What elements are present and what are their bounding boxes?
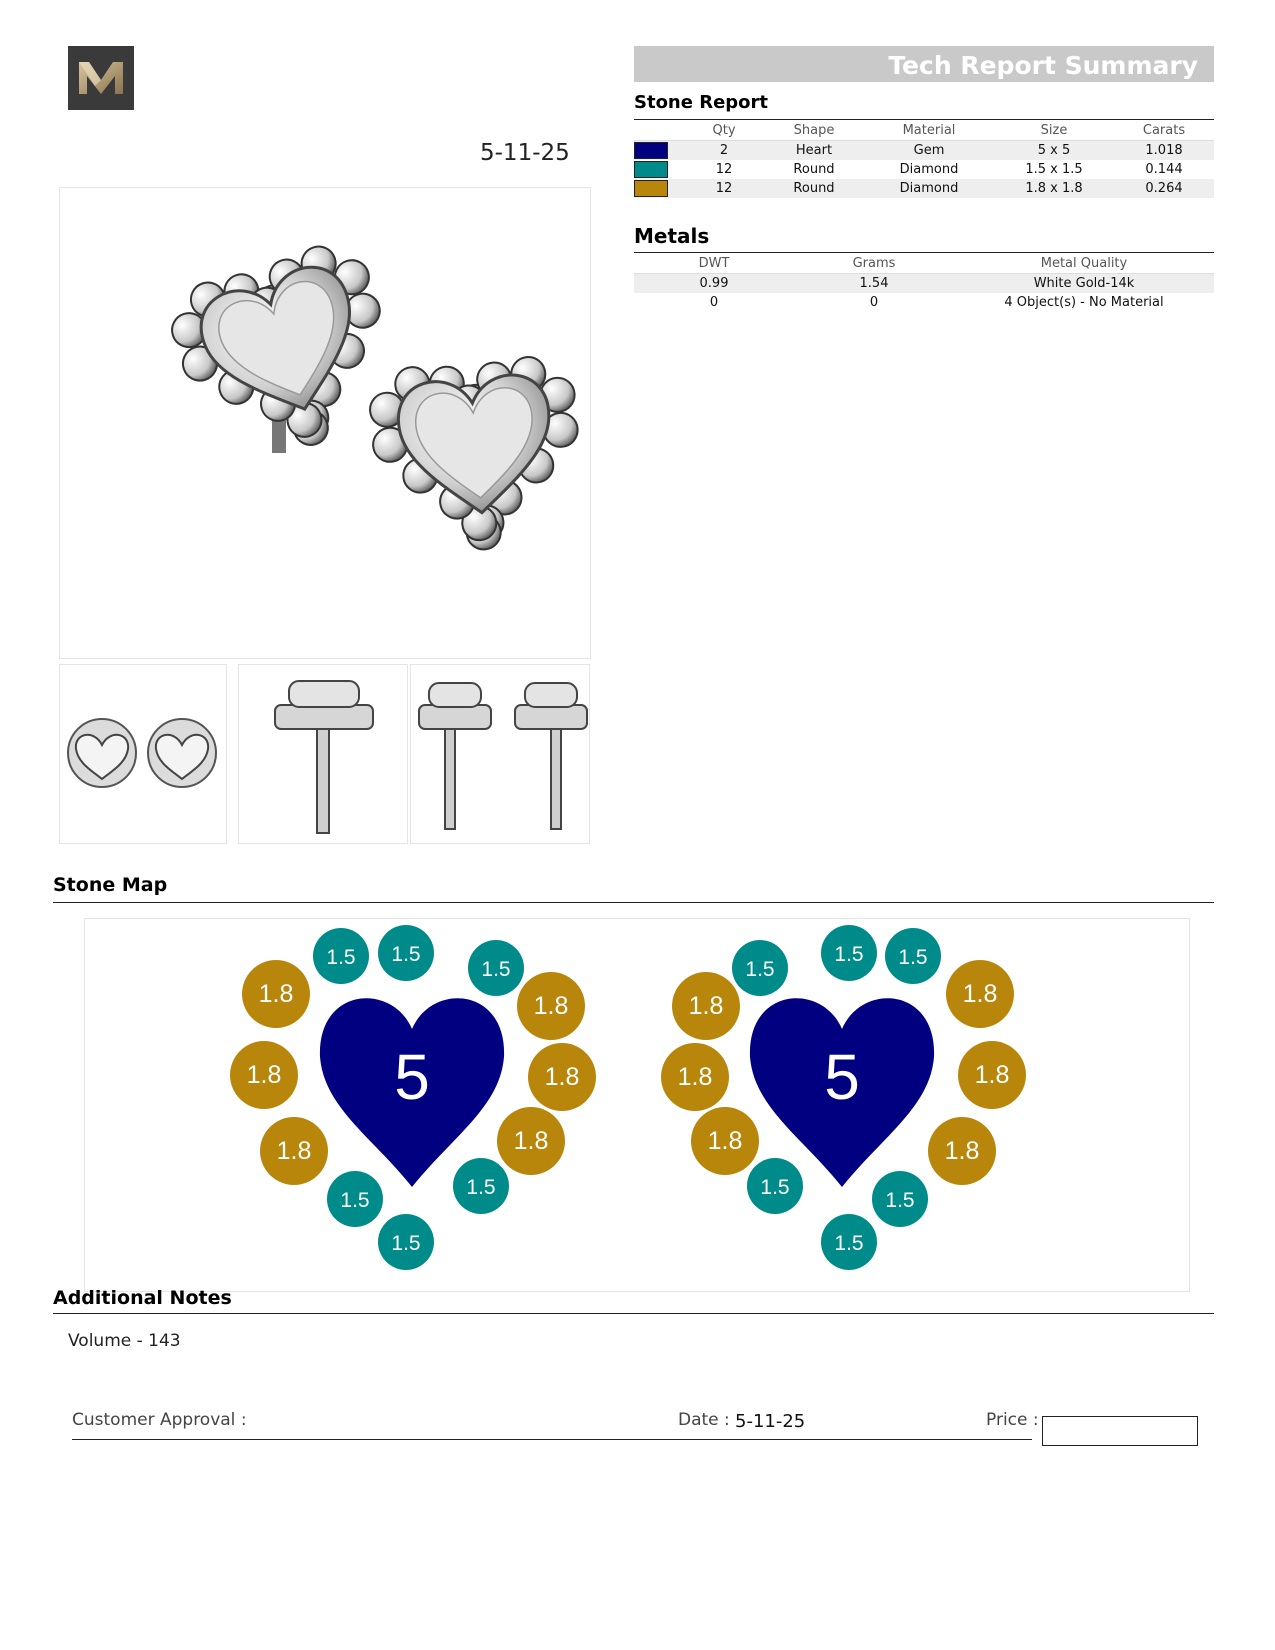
stone-size-label: 1.8 xyxy=(688,992,724,1020)
stone-size-label: 1.5 xyxy=(885,1189,915,1212)
stone-size-label: 1.5 xyxy=(391,1232,421,1255)
approval-signature-line xyxy=(72,1439,1032,1440)
stone-size-label: 1.8 xyxy=(513,1127,549,1155)
side-view-render xyxy=(239,665,407,843)
stone-size-label: 1.5 xyxy=(834,1232,864,1255)
metal-quality-cell: 4 Object(s) - No Material xyxy=(1004,295,1164,310)
stone-size-label: 1.5 xyxy=(481,958,511,981)
stone-size-label: 1.8 xyxy=(246,1061,282,1089)
carats-cell: 0.264 xyxy=(1114,179,1214,198)
stone-map-svg xyxy=(85,919,1189,1291)
thumbnail-profile-view xyxy=(410,664,590,844)
notes-rule xyxy=(53,1313,1214,1314)
date-label: Date : xyxy=(678,1410,730,1430)
stone-map-title: Stone Map xyxy=(53,874,168,896)
carats-cell: 1.018 xyxy=(1114,141,1214,161)
grams-column-header: Grams xyxy=(794,254,954,274)
stone-size-label: 1.5 xyxy=(898,946,928,969)
size-cell: 1.8 x 1.8 xyxy=(994,179,1114,198)
stone-size-label: 1.5 xyxy=(834,943,864,966)
shape-cell: Round xyxy=(764,179,864,198)
stone-size-label: 1.5 xyxy=(760,1176,790,1199)
stone-size-label: 1.8 xyxy=(707,1127,743,1155)
dwt-cell: 0.99 xyxy=(634,274,794,294)
heart-earrings-render xyxy=(60,188,590,658)
stone-size-label: 1.8 xyxy=(276,1137,312,1165)
stone-size-label: 1.8 xyxy=(974,1061,1010,1089)
price-label: Price : xyxy=(986,1410,1039,1430)
front-view-render xyxy=(60,665,226,843)
qty-column-header: Qty xyxy=(684,121,764,141)
table-row xyxy=(634,141,1214,161)
table-row xyxy=(634,179,1214,198)
stone-size-label: 1.5 xyxy=(326,946,356,969)
stone-size-label: 1.5 xyxy=(745,958,775,981)
stone-report-table xyxy=(634,121,1214,198)
metal-quality-column-header: Metal Quality xyxy=(954,254,1214,274)
m-logo-icon xyxy=(68,46,134,110)
metals-table xyxy=(634,254,1214,312)
stone-size-label: 1.5 xyxy=(340,1189,370,1212)
stone-size-label: 1.5 xyxy=(391,943,421,966)
stone-report-header-row xyxy=(634,121,1214,141)
stone-size-label: 1.5 xyxy=(466,1176,496,1199)
dwt-cell: 0 xyxy=(709,295,719,310)
grams-cell: 1.54 xyxy=(794,274,954,294)
thumbnail-side-view xyxy=(238,664,408,844)
shape-cell: Heart xyxy=(764,141,864,161)
price-input[interactable] xyxy=(1042,1416,1198,1446)
qty-cell: 12 xyxy=(715,162,733,177)
size-cell: 5 x 5 xyxy=(994,141,1114,161)
stone-size-label: 1.8 xyxy=(962,980,998,1008)
report-date: 5-11-25 xyxy=(480,140,570,166)
color-swatch xyxy=(634,180,668,197)
company-logo xyxy=(68,46,134,110)
size-cell: 1.5 x 1.5 xyxy=(1025,162,1083,177)
additional-notes-title: Additional Notes xyxy=(53,1287,232,1309)
date-value: 5-11-25 xyxy=(735,1411,806,1432)
color-swatch xyxy=(634,161,668,178)
shape-column-header: Shape xyxy=(764,121,864,141)
stone-size-label: 1.8 xyxy=(533,992,569,1020)
heart-size-label: 5 xyxy=(824,1041,860,1113)
stone-size-label: 1.8 xyxy=(544,1063,580,1091)
metals-title: Metals xyxy=(634,224,710,248)
stone-map-diagram xyxy=(84,918,1190,1292)
size-column-header: Size xyxy=(994,121,1114,141)
stone-map-rule xyxy=(53,902,1214,903)
stone-report-rule xyxy=(634,119,1214,120)
notes-text: Volume - 143 xyxy=(68,1331,181,1351)
metals-rule xyxy=(634,252,1214,253)
qty-cell: 2 xyxy=(684,141,764,161)
material-cell: Diamond xyxy=(864,179,994,198)
table-row xyxy=(634,160,1214,179)
dwt-column-header: DWT xyxy=(634,254,794,274)
profile-view-render xyxy=(411,665,589,843)
carats-column-header: Carats xyxy=(1114,121,1214,141)
material-cell: Gem xyxy=(864,141,994,161)
heart-size-label: 5 xyxy=(394,1041,430,1113)
report-title: Tech Report Summary xyxy=(634,46,1214,82)
stone-size-label: 1.8 xyxy=(677,1063,713,1091)
qty-cell: 12 xyxy=(684,179,764,198)
material-column-header: Material xyxy=(864,121,994,141)
carats-cell: 0.144 xyxy=(1145,162,1183,177)
material-cell: Diamond xyxy=(899,162,959,177)
metals-header-row xyxy=(634,254,1214,274)
metal-quality-cell: White Gold-14k xyxy=(954,274,1214,294)
stone-report-title: Stone Report xyxy=(634,92,769,113)
color-swatch xyxy=(634,142,668,159)
table-row xyxy=(634,293,1214,312)
stone-size-label: 1.8 xyxy=(258,980,294,1008)
shape-cell: Round xyxy=(793,162,835,177)
table-row xyxy=(634,274,1214,294)
stone-size-label: 1.8 xyxy=(944,1137,980,1165)
thumbnail-front-view xyxy=(59,664,227,844)
customer-approval-label: Customer Approval : xyxy=(72,1410,247,1430)
main-render-image xyxy=(59,187,591,659)
grams-cell: 0 xyxy=(869,295,879,310)
swatch-column-header xyxy=(634,121,684,141)
